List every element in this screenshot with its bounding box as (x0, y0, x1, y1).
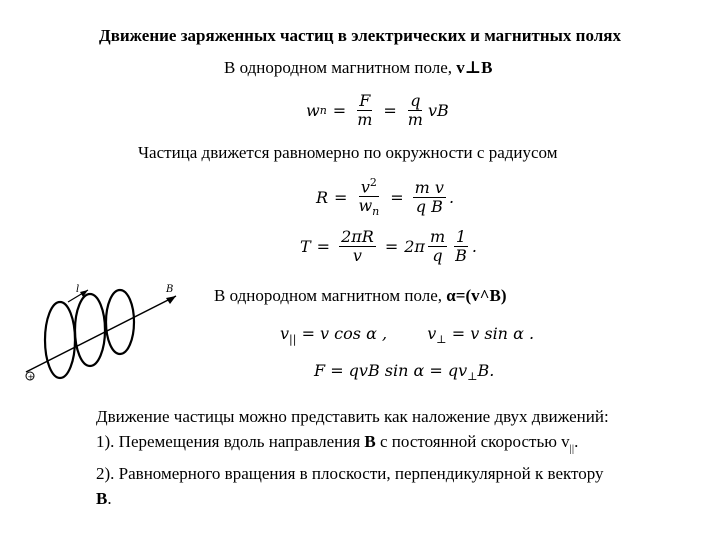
paragraph-line-4 (96, 486, 706, 511)
denominator (356, 197, 381, 221)
helix-figure (18, 282, 198, 394)
subscript: ⊥ (436, 333, 447, 347)
equals-sign: = (384, 237, 399, 256)
fraction (428, 228, 447, 265)
denominator-base: w (358, 196, 373, 216)
numerator: 2πR (341, 227, 374, 246)
circle-motion-text: Частица движется равномерно по окружности с радиусом (138, 143, 558, 162)
condition-line-perpendicular (224, 58, 492, 78)
formula-acceleration (306, 92, 449, 129)
formula-symbol: w (306, 101, 320, 120)
fraction (406, 92, 425, 129)
formula-velocity-components (280, 324, 534, 346)
fraction (339, 228, 376, 265)
subscript: || (289, 333, 297, 347)
numerator: m v (414, 178, 444, 198)
vector-b: B (364, 432, 376, 451)
equals-sign: = (383, 101, 397, 120)
text-span: 1). Перемещения вдоль направления (96, 432, 365, 451)
denominator: q (432, 246, 443, 265)
numerator: F (359, 91, 371, 110)
numerator: m (429, 227, 446, 246)
v-perp: v (427, 324, 437, 343)
formula-force (314, 361, 494, 383)
fraction (355, 92, 374, 129)
numerator (359, 174, 379, 197)
label-l: l (76, 284, 80, 295)
label-b: B (166, 284, 174, 295)
v-perp-rhs: = v sin α . (451, 324, 535, 343)
denominator: q B (415, 197, 443, 217)
page-title: Движение заряженных частиц в электрических и магнитных полях (99, 26, 621, 45)
superscript: 2 (369, 176, 377, 189)
numerator: q (410, 91, 421, 110)
condition-line-angle (214, 286, 506, 306)
condition-text: В однородном магнитном поле, (214, 286, 447, 305)
numerator-base: v (360, 177, 370, 197)
equals-sign: = (316, 237, 331, 256)
condition-symbol: α=(v^B) (446, 286, 507, 305)
subscript: n (372, 205, 380, 219)
explanation-paragraph (96, 404, 706, 511)
period: . (471, 237, 477, 256)
equals-sign: = (334, 188, 348, 208)
charge-plus: + (27, 372, 35, 382)
v-parallel: v (280, 324, 290, 343)
formula-radius (316, 174, 454, 222)
formula-symbol: R (316, 188, 329, 208)
fraction (453, 228, 469, 265)
denominator: B (455, 246, 467, 265)
text-span: . (107, 489, 112, 509)
force-expression: F = qvB sin α = qv (314, 361, 468, 380)
formula-symbol: T (300, 237, 311, 256)
denominator: m (407, 110, 423, 129)
denominator: v (352, 246, 362, 265)
v-parallel-rhs: = v cos α , (301, 324, 388, 343)
subscript: ⊥ (467, 370, 478, 384)
numerator: 1 (455, 227, 467, 246)
text-span: . (574, 432, 579, 451)
denominator: m (357, 110, 373, 129)
paragraph-line-1: Движение частицы можно представить как наложение двух движений: (96, 407, 609, 426)
equals-sign: = (390, 188, 404, 208)
helix-coils (45, 290, 134, 378)
formula-tail: vB (427, 101, 449, 120)
condition-symbol: v⊥B (456, 58, 493, 77)
fraction (413, 179, 446, 216)
period: . (448, 188, 455, 208)
fraction (356, 174, 381, 222)
formula-subscript: n (319, 104, 327, 117)
axis-arrowhead (166, 296, 176, 304)
paragraph-line-3: 2). Равномерного вращения в плоскости, перпендикулярной к вектору (96, 464, 604, 484)
subscript: || (569, 442, 575, 455)
equals-sign: = (332, 101, 347, 120)
paragraph-line-2 (96, 429, 706, 461)
vector-b: B (96, 489, 108, 509)
two-pi: 2π (404, 237, 425, 256)
force-end: B. (477, 361, 495, 380)
text-span: с постоянной скоростью v (375, 432, 570, 451)
formula-period (300, 228, 477, 265)
condition-text: В однородном магнитном поле, (224, 58, 457, 77)
